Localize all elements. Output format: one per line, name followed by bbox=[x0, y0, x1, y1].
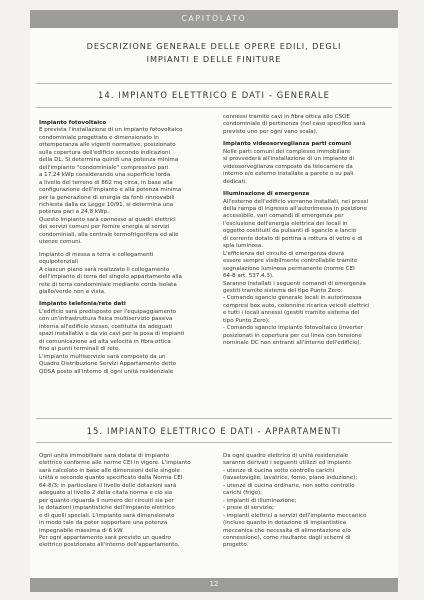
section-15-title: 15. IMPIANTO ELETTRICO E DATI - APPARTAMENTI bbox=[86, 426, 342, 436]
text-line: interno e/o esterno installate a parete o su pali bbox=[223, 171, 354, 178]
text-line: con un'infrastruttura fisica multiservizio passiva bbox=[39, 316, 173, 323]
chapter-header-bar bbox=[30, 10, 398, 28]
text-line: condominiali, alla centrale termofrigorifera ed alle bbox=[39, 231, 179, 238]
text-line: Per ogni appartamento sarà previsto un quadro bbox=[39, 534, 171, 541]
text-line: sarà calcolato in base alle dimensioni delle singole bbox=[39, 467, 180, 474]
text-line: oggetto costituiti da pulsanti di sgancio a lancio bbox=[223, 228, 357, 235]
text-line: All'esterno dell'edificio verranno installati, nei pressi bbox=[223, 198, 369, 205]
text-line: essere sempre visibilmente controllabile tramite bbox=[223, 258, 358, 265]
text-line: adeguato al livello 2 della citata norma e ciò sia bbox=[39, 490, 173, 497]
text-line: si provvederà all'installazione di un impianto di bbox=[223, 156, 355, 163]
text-line: tipo Punto Zero); bbox=[223, 317, 270, 324]
text-line: richiesta dalla ex Legge 10/91, si determina una bbox=[39, 201, 174, 208]
text-line: nominale DC non entranti all'interno dell'edificio). bbox=[223, 340, 362, 347]
text-line: a livello del terreno di 862 mq circa, in base alla bbox=[39, 179, 173, 186]
text-line: - utenze di cucina sotto controllo carichi bbox=[223, 467, 335, 474]
text-line: potenza pari a 24,8 kWp. bbox=[39, 209, 109, 216]
text-line: utenze comuni. bbox=[39, 239, 82, 246]
subsection-heading: Impianto telefonia/rete dati bbox=[39, 301, 126, 308]
text-line: Nelle parti comuni del complesso immobiliare bbox=[223, 148, 351, 155]
section-divider bbox=[36, 442, 392, 443]
section-divider bbox=[36, 83, 392, 84]
text-line: dedicati. bbox=[223, 178, 247, 185]
text-line: della rampa di ingresso all'autorimessa in posizione bbox=[223, 205, 367, 212]
text-line: Da ogni quadro elettrico di unità residenziale bbox=[223, 453, 349, 459]
subsection-heading: Illuminazione di emergenza bbox=[223, 191, 310, 198]
text-line: della DL. Si determina quindi una potenza minima bbox=[39, 157, 179, 164]
text-line: fino ai punti terminali di rete. bbox=[39, 346, 121, 353]
text-line: (lavastoviglie, lavatrice, forno, piano induzione); bbox=[223, 475, 358, 482]
text-line: - Comando sgancio generale locali in autorimessa bbox=[223, 295, 362, 302]
text-line: Impianto di messa a terra e collegamenti bbox=[39, 251, 154, 258]
page-footer-bar bbox=[30, 578, 398, 592]
text-line: previsto uno per ogni vano scala). bbox=[223, 128, 318, 135]
text-line: - utenze di cucina ordinarie, non sotto controllo bbox=[223, 482, 355, 489]
text-line: Quadro Distribuzione Servizi Appartamento detto bbox=[39, 361, 177, 368]
text-line: - impianti di illuminazione; bbox=[223, 497, 297, 504]
text-line: Ogni unità immobiliare sarà dotata di impianto bbox=[39, 453, 170, 459]
text-line: dell'impianto di terra del singolo appartamento alla bbox=[39, 274, 182, 281]
section-divider bbox=[36, 107, 392, 108]
text-line: meccanica che necessita di alimentazione e/o bbox=[223, 527, 351, 534]
text-line: dell'impianto "condominiale" compressivo pari bbox=[39, 164, 169, 171]
text-line: Questo impianto sarà connesso ai quadri elettrici bbox=[39, 216, 176, 223]
text-line: dei servizi comuni per fornire energia ai servizi bbox=[39, 224, 170, 231]
text-line: (incluso quanto in dotazione di impiantistica bbox=[223, 520, 347, 527]
text-line: interna all'edificio stesso, costituita da adeguati bbox=[39, 323, 173, 330]
text-line: 64-8 art. 537.4.3). bbox=[223, 273, 274, 280]
text-line: L'edificio sarà predisposto per l'equipaggiamento bbox=[39, 308, 177, 315]
subsection-heading: Impianto videosorveglianza parti comuni bbox=[223, 141, 352, 148]
text-line: rete di terra condominiale mediante corda isolata bbox=[39, 281, 177, 288]
text-line: È prevista l'installazione di un impianto fotovoltaico bbox=[39, 127, 183, 134]
page-number: 12 bbox=[209, 580, 219, 588]
section-14-left-column bbox=[39, 120, 209, 376]
text-line: accessibile, vari comandi di emergenza per bbox=[223, 213, 344, 220]
text-line: l'esclusione dell'energia elettrica dei locali in bbox=[223, 220, 348, 227]
text-line: Saranno installati i seguenti comandi di emergenza bbox=[223, 280, 366, 287]
section-14-right-column bbox=[223, 114, 393, 348]
section-15-left-column bbox=[39, 453, 209, 550]
text-line: segnalazione luminosa permanente (norme CEI bbox=[223, 265, 355, 272]
text-line: compresi box auto, colonnine ricarica veicoli elettrici bbox=[223, 302, 370, 309]
text-line: spazi installativi e da vie cavi per la posa di impianti bbox=[39, 331, 185, 338]
text-line: e tutti i locali annessi (gestiti tramite sistema del bbox=[223, 310, 360, 317]
text-line: 64-8/3; in particolare il livello delle dotazioni sarà bbox=[39, 482, 177, 489]
text-line: e di quelli speciali. L'impianto sarà dimensionato bbox=[39, 512, 175, 519]
document-page bbox=[30, 10, 398, 592]
text-line: saranno derivati i seguenti utilizzi ed impianti: bbox=[223, 460, 352, 467]
document-title-line-2: IMPIANTI E DELLE FINITURE bbox=[146, 54, 282, 64]
text-line: di comunicazione ad alta velocità in fibra ottica bbox=[39, 338, 171, 345]
text-line: connessione), come risultante dagli schemi di bbox=[223, 534, 351, 541]
text-line: A ciascun piano sarà realizzato il collegamento bbox=[39, 266, 170, 273]
text-line: di corrente dotato di portina a rottura di vetro e di bbox=[223, 235, 363, 242]
text-line: giallo/verde non a vista. bbox=[39, 288, 106, 295]
text-line: L'impianto multiservizio sarà composto da un bbox=[39, 353, 166, 360]
text-line: in modo tale da poter sopportare una potenza bbox=[39, 520, 168, 527]
text-line: L'efficienza del circuito di emergenza dovrà bbox=[223, 250, 345, 257]
text-line: - impianti elettrici a servizi dell'impianto meccanico bbox=[223, 512, 367, 519]
text-line: elettrico posizionato all'interno dell'appartamento. bbox=[39, 542, 180, 549]
text-line: progetto. bbox=[223, 542, 249, 549]
text-line: a 17,24 kWp considerando una superficie lorda bbox=[39, 172, 171, 179]
section-divider bbox=[36, 418, 392, 419]
text-line: - prese di servizio; bbox=[223, 505, 274, 512]
text-line: gestiti tramite sistema del tipo Punto Zero: bbox=[223, 287, 343, 294]
text-line: configurazione dell'impianto e alla potenza minima bbox=[39, 187, 182, 194]
text-line: per quanto riguarda il numero dei circuiti sia per bbox=[39, 497, 174, 504]
text-line: condominiale di pertinenza (nel caso specifico sarà bbox=[223, 121, 366, 128]
text-line: connessi tramite cavi in fibra ottica allo CSOE bbox=[223, 114, 350, 120]
text-line: videosorveglianza composto da telecamere da bbox=[223, 163, 353, 170]
text-line: unità e secondo quanto specificato dalla Norma CEI bbox=[39, 475, 183, 482]
subsection-heading: Impianto fotovoltaico bbox=[39, 120, 107, 126]
text-line: le dotazioni impiantistiche dell'impianto elettrico bbox=[39, 505, 175, 512]
text-line: posizionati in copertura per cui linea con tensione bbox=[223, 332, 362, 339]
text-line: - Comando sgancio impianto fotovoltaico (inverter bbox=[223, 325, 363, 332]
document-title-line-1: DESCRIZIONE GENERALE DELLE OPERE EDILI, DEGLI bbox=[86, 41, 342, 51]
text-line: QDSA posto all'interno di ogni unità residenziale bbox=[39, 368, 174, 375]
text-line: sulla copertura dell'edificio secondo indicazioni bbox=[39, 149, 171, 156]
text-line: condominiale progettato e dimensionato in bbox=[39, 134, 159, 141]
text-line: carichi (frigo); bbox=[223, 490, 263, 497]
text-line: elettrico conforme alle norme CEI in vigore. L'impianto bbox=[39, 460, 191, 467]
text-line: equipotenziali bbox=[39, 259, 78, 266]
section-14-title: 14. IMPIANTO ELETTRICO E DATI - GENERALE bbox=[97, 90, 331, 100]
text-line: spia luminosa. bbox=[223, 243, 264, 250]
text-line: per la generazione di energia da fonti rinnovabili bbox=[39, 194, 175, 201]
chapter-label: CAPITOLATO bbox=[181, 14, 247, 23]
section-15-right-column bbox=[223, 453, 393, 550]
text-line: ottemperanza alle vigenti normative, posizionato bbox=[39, 142, 176, 149]
text-line: impegnabile massima di 6 kW. bbox=[39, 527, 124, 534]
